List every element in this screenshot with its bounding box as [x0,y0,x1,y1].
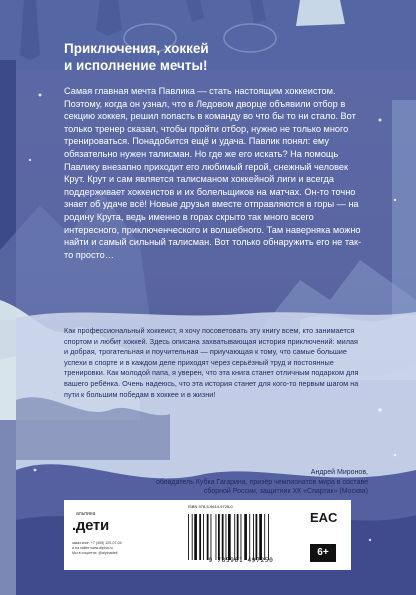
reviewer-name: Андрей Миронов, [310,469,368,476]
contact-line: заказ книг: +7 (495) 120-07-04 [72,541,122,545]
annotation-text: Самая главная мечта Павлика — стать настоящим хоккеистом. Поэтому, когда он узнал, что в Ледовом дворце объявили отбор в секцию хоккея, решил попасть в команду во что бы то ни стало. Вот только тренер сказал, чтобы пройти отбор, нужно не только много тренироваться. Понадобится ещё и удача. Павлик понял: ему обязательно нужен талисман. Но где же его искать? На помощь Павлику внезапно приходит его любимый герой, снежный человек Крут. Крут и сам является талисманом хоккейной лиги и всегда поддерживает хоккеистов и их болельщиков на матчах. Он-то точно знает об удаче всё! Новые друзья вместе отправляются в горы — на родину Крута, ведь именно в горах скрыто так много всего интересного, приключенческого и волшебного. Там наверняка можно найти и самый сильный талисман. Вот только обнаружить его не так-то просто… [64,86,362,260]
contact-line: Мы в соцсетях: @alpinadeti [72,551,118,555]
isbn-number: ISBN 978-5-9614-9725-0 [188,504,233,509]
top-pillar-1 [96,0,122,36]
reviewer-credit-line: сборной России, защитник ХК «Спартак» (Москва) [203,488,368,496]
title-line: Приключения, хоккей [64,41,209,56]
reviewer-credit-line: обладатель Кубка Гагарина, призёр чемпионатов мира в составе [155,478,368,486]
title-line: и исполнение мечты! [64,58,208,73]
publisher-logo: .дети [72,517,109,534]
publisher-contacts [72,541,142,556]
publisher-logo-small: альпина [76,511,96,517]
review-quote: Как профессиональный хоккеист, я хочу посоветовать эту книгу всем, кто занимается спортом и любит хоккей. Здесь описана захватывающая история приключений: милая и добрая, трогательная и поучительная — приучающая к тому, что самые большие успехи в спорте и в каждом деле приходят через серьёзный труд и постоянные тренировки. Как молодой папа, я уверен, что эта книга станет отличным подарком для вашего ребёнка. Очень надеюсь, что эта история станет для кого-то первым шагом на пути к большим победам в хоккее и в жизни! [64,326,359,399]
barcode-number: 9 785961 497250 [208,557,274,564]
age-rating-badge: 6+ [310,544,336,562]
reviewer-signature [68,468,368,497]
eac-mark: EAC [310,510,338,525]
contact-line: и на сайте www.alpina.ru [72,546,113,550]
right-ice-ornament [296,0,345,26]
imprint-plate [64,500,351,570]
cover-title [64,40,364,74]
